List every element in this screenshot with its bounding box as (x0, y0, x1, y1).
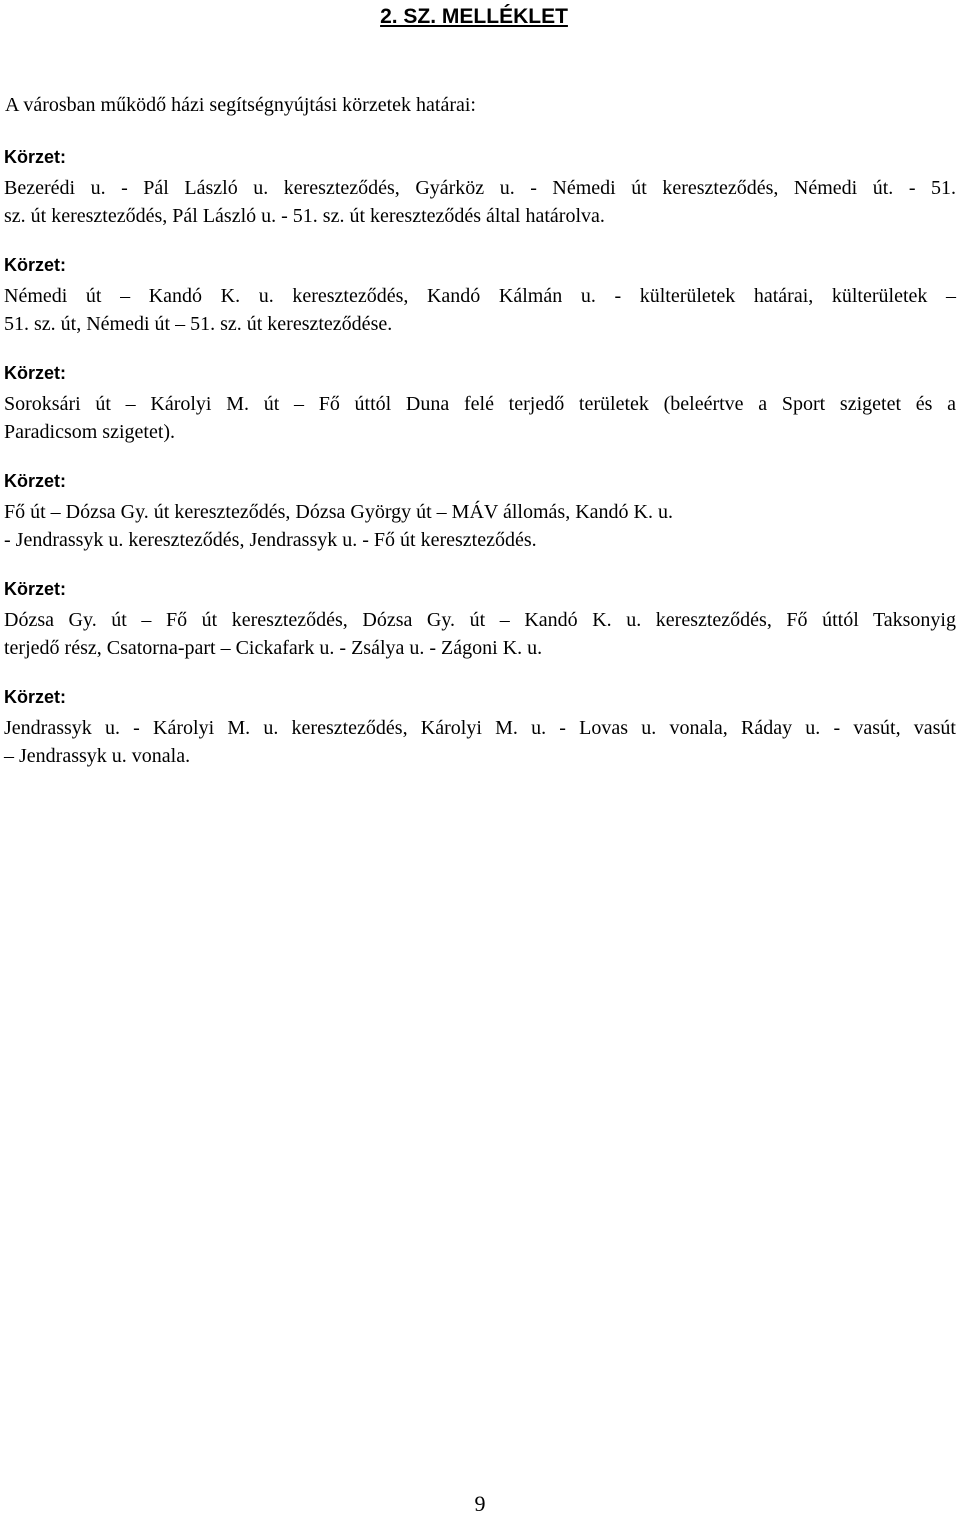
district-section (4, 468, 956, 554)
district-boundary-text (4, 606, 956, 662)
district-label: Körzet: (4, 471, 66, 491)
page-number: 9 (474, 1491, 486, 1516)
district-boundary-text (4, 282, 956, 338)
district-section (4, 576, 956, 662)
district-text-line: Paradicsom szigetet). (4, 421, 176, 443)
district-text-line: Némedi út – Kandó K. u. kereszteződés, Kandó Kálmán u. - külterületek határai, külterületek – (4, 285, 956, 307)
district-text-line: Dózsa Gy. út – Fő út kereszteződés, Dózsa Gy. út – Kandó K. u. kereszteződés, Fő úttól Taksonyig (4, 609, 956, 631)
district-text-line: sz. út kereszteződés, Pál László u. - 51. sz. út kereszteződés által határolva. (4, 205, 605, 227)
district-text-line: Bezerédi u. - Pál László u. kereszteződés, Gyárköz u. - Némedi út kereszteződés, Némedi út. - 51. (4, 177, 956, 199)
district-boundary-text (4, 714, 956, 770)
district-label: Körzet: (4, 687, 66, 707)
district-text-line: Fő út – Dózsa Gy. út kereszteződés, Dózsa György út – MÁV állomás, Kandó K. u. (4, 501, 673, 523)
district-text-line: - Jendrassyk u. kereszteződés, Jendrassyk u. - Fő út kereszteződés. (4, 529, 537, 551)
district-section (4, 360, 956, 446)
district-text-line: – Jendrassyk u. vonala. (4, 745, 191, 767)
page-title: 2. SZ. MELLÉKLET (380, 5, 568, 28)
district-text-line: Soroksári út – Károlyi M. út – Fő úttól Duna felé terjedő területek (beleértve a Sport szigetet és a (4, 393, 956, 415)
district-list (4, 144, 956, 792)
district-text-line: 51. sz. út, Némedi út – 51. sz. út kereszteződése. (4, 313, 393, 335)
district-section (4, 252, 956, 338)
district-section (4, 144, 956, 230)
district-label: Körzet: (4, 147, 66, 167)
district-boundary-text (4, 174, 956, 230)
district-text-line: Jendrassyk u. - Károlyi M. u. kereszteződés, Károlyi M. u. - Lovas u. vonala, Ráday u. - vasút, vasút (4, 717, 956, 739)
district-section (4, 684, 956, 770)
district-boundary-text (4, 390, 956, 446)
district-label: Körzet: (4, 255, 66, 275)
district-label: Körzet: (4, 579, 66, 599)
district-label: Körzet: (4, 363, 66, 383)
district-boundary-text (4, 498, 956, 554)
intro-text: A városban működő házi segítségnyújtási körzetek határai: (5, 94, 476, 116)
district-text-line: terjedő rész, Csatorna-part – Cickafark u. - Zsálya u. - Zágoni K. u. (4, 637, 543, 659)
